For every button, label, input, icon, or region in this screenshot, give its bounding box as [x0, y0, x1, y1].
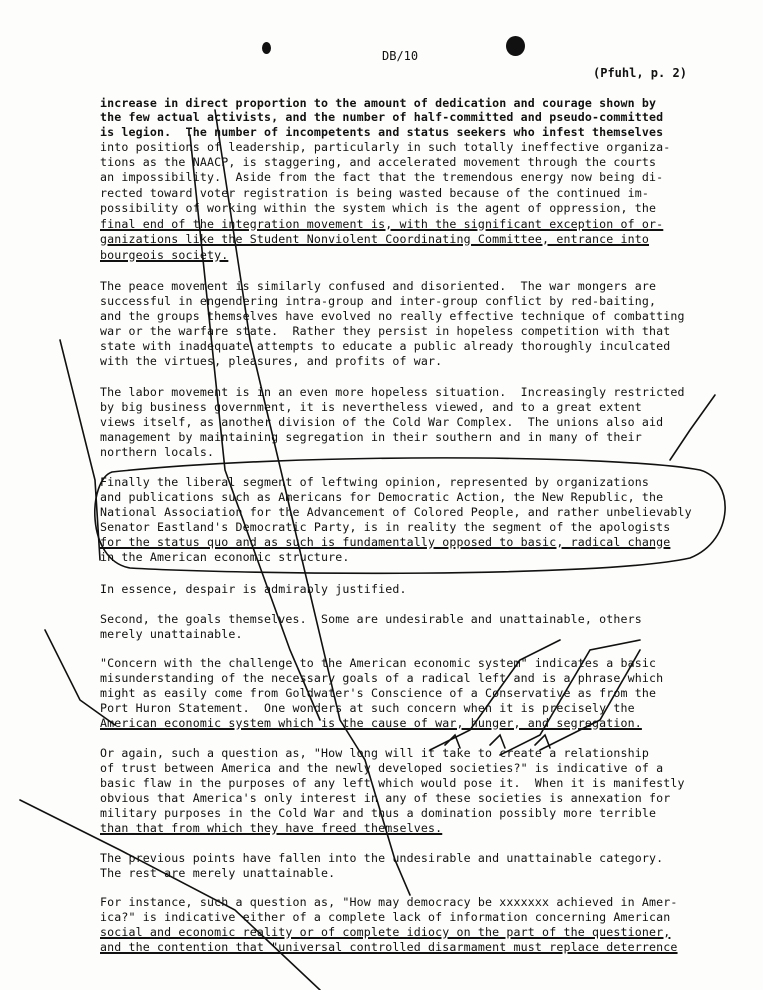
pen-stroke: [670, 395, 715, 460]
text-line: into positions of leadership, particularly in such totally ineffective organiza-: [100, 140, 671, 154]
text-line: basic flaw in the purposes of any left which would pose it. When it is manifestly: [100, 776, 685, 790]
text-line: possibility of working within the system which is the agent of oppression, the: [100, 201, 657, 215]
text-line: Second, the goals themselves. Some are undesirable and unattainable, others: [100, 612, 642, 626]
pen-stroke: [60, 340, 100, 560]
text-line: bourgeois society.: [100, 248, 229, 262]
pen-stroke: [190, 135, 320, 720]
text-line: an impossibility. Aside from the fact that the tremendous energy now being di-: [100, 170, 664, 184]
text-line: The previous points have fallen into the undesirable and unattainable category.: [100, 851, 664, 865]
text-line: state with inadequate attempts to educate a public already thoroughly inculcated: [100, 339, 671, 353]
text-line: The peace movement is similarly confused and disoriented. The war mongers are: [100, 279, 657, 293]
text-line: The labor movement is in an even more hopeless situation. Increasingly restricted: [100, 385, 685, 399]
text-line: by big business government, it is nevertheless viewed, and to a great extent: [100, 400, 642, 414]
text-line: in the American economic structure.: [100, 550, 350, 564]
text-line: might as easily come from Goldwater's Conscience of a Conservative as from the: [100, 686, 657, 700]
text-line: Finally the liberal segment of leftwing opinion, represented by organizations: [100, 475, 650, 489]
text-line: of trust between America and the newly developed societies?" is indicative of a: [100, 761, 664, 775]
text-line: tions as the NAACP, is staggering, and accelerated movement through the courts: [100, 155, 657, 169]
text-line: with the virtues, pleasures, and profits of war.: [100, 354, 443, 368]
text-line: successful in engendering intra-group and inter-group conflict by red-baiting,: [100, 294, 657, 308]
text-line: misunderstanding of the necessary goals of a radical left and is a phrase which: [100, 671, 664, 685]
text-line: increase in direct proportion to the amount of dedication and courage shown by: [100, 96, 657, 110]
text-line: ica?" is indicative either of a complete lack of information concerning American: [100, 910, 671, 924]
text-line: than that from which they have freed themselves.: [100, 821, 443, 835]
text-line: rected toward voter registration is being wasted because of the continued im-: [100, 186, 650, 200]
text-line: Or again, such a question as, "How long will it take to create a relationship: [100, 746, 650, 760]
text-line: and the groups themselves have evolved no really effective technique of combatting: [100, 309, 685, 323]
pen-stroke: [20, 800, 320, 990]
text-line: social and economic reality or of complete idiocy on the part of the questioner,: [100, 925, 671, 939]
pen-stroke: [45, 630, 115, 725]
page-reference: (Pfuhl, p. 2): [593, 66, 687, 80]
text-line: In essence, despair is admirably justified.: [100, 582, 407, 596]
text-line: merely unattainable.: [100, 627, 243, 641]
text-line: American economic system which is the cause of war, hunger, and segregation.: [100, 716, 642, 730]
text-line: the few actual activists, and the number of half-committed and pseudo-committed: [100, 110, 664, 124]
text-line: and publications such as Americans for Democratic Action, the New Republic, the: [100, 490, 664, 504]
text-line: Port Huron Statement. One wonders at such concern when it is precisely the: [100, 701, 635, 715]
text-line: is legion. The number of incompetents and status seekers who infest themselves: [100, 125, 664, 139]
text-line: The rest are merely unattainable.: [100, 866, 336, 880]
document-code: DB/10: [382, 49, 419, 63]
text-line: "Concern with the challenge to the American economic system" indicates a basic: [100, 656, 657, 670]
text-line: Senator Eastland's Democratic Party, is in reality the segment of the apologists: [100, 520, 671, 534]
circle-annotation: [95, 458, 725, 573]
text-line: National Association for the Advancement of Colored People, and rather unbelievably: [100, 505, 692, 519]
arrowhead: [490, 735, 505, 748]
text-line: For instance, such a question as, "How may democracy be xxxxxxx achieved in Amer-: [100, 895, 678, 909]
text-line: for the status quo and as such is fundamentally opposed to basic, radical change: [100, 535, 671, 549]
pen-stroke: [500, 640, 640, 755]
text-line: ganizations like the Student Nonviolent Coordinating Committee, entrance into: [100, 232, 650, 246]
text-line: management by maintaining segregation in their southern and in many of their: [100, 430, 642, 444]
text-line: military purposes in the Cold War and thus a domination possibly more terrible: [100, 806, 657, 820]
text-line: northern locals.: [100, 445, 215, 459]
text-line: and the contention that "universal controlled disarmament must replace deterrence: [100, 940, 678, 954]
pen-stroke: [215, 110, 410, 895]
text-line: views itself, as another division of the Cold War Complex. The unions also aid: [100, 415, 664, 429]
text-line: war or the warfare state. Rather they persist in hopeless competition with that: [100, 324, 671, 338]
text-line: final end of the integration movement is, with the significant exception of or-: [100, 217, 664, 231]
pen-stroke: [540, 650, 640, 750]
text-line: obvious that America's only interest in any of these societies is annexation for: [100, 791, 671, 805]
